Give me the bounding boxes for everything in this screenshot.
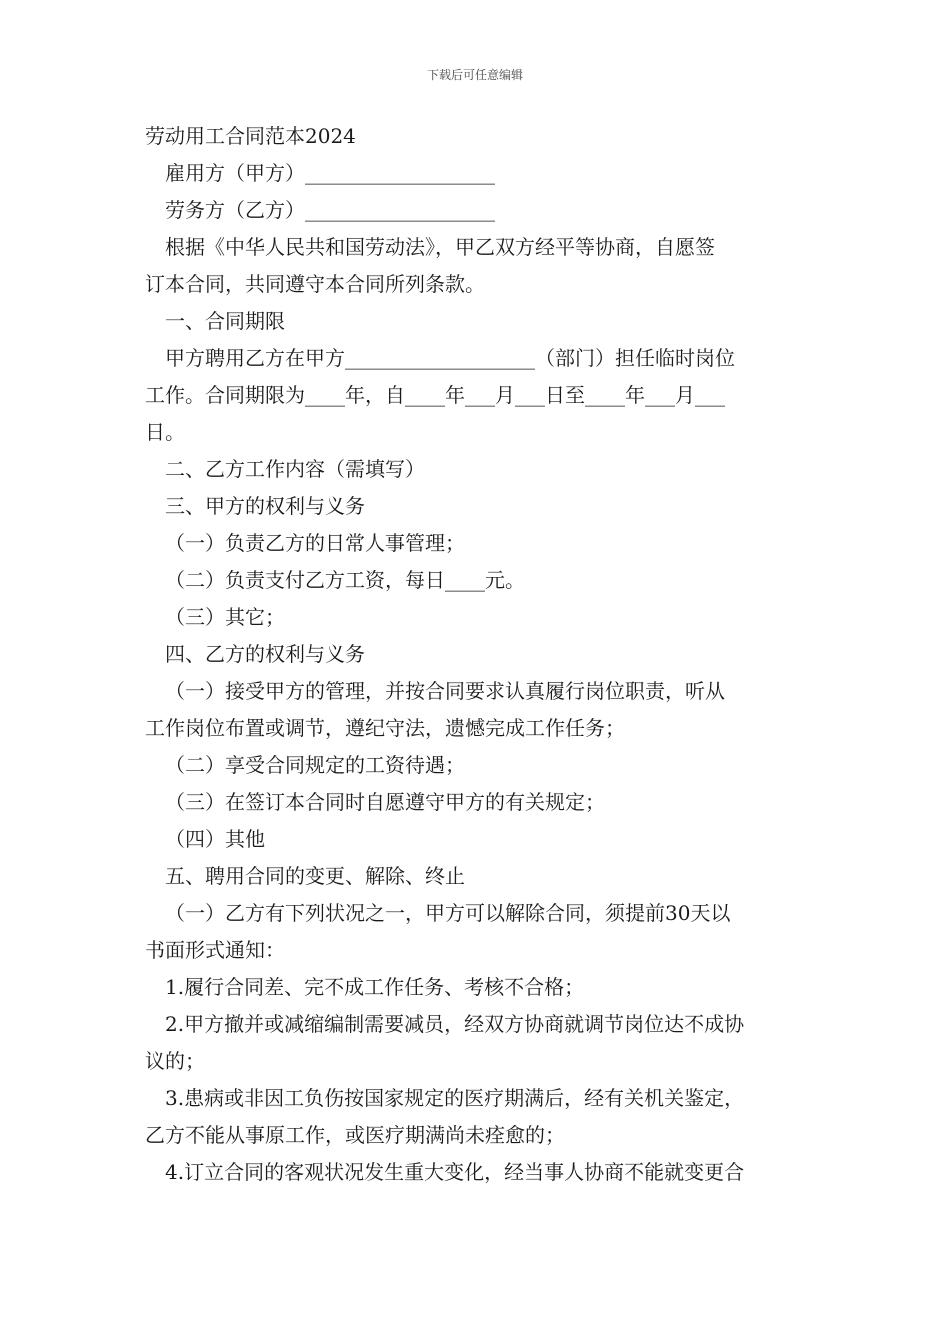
document-line: （三）其它； xyxy=(165,605,285,629)
document-line: （二）享受合同规定的工资待遇； xyxy=(165,753,465,777)
document-line: 二、乙方工作内容（需填写） xyxy=(165,457,425,481)
document-line: 订本合同，共同遵守本合同所列条款。 xyxy=(145,272,485,296)
document-line: 三、甲方的权利与义务 xyxy=(165,494,365,518)
document-line: （四）其他 xyxy=(165,827,265,851)
document-line: 2.甲方撤并或减缩编制需要减员，经双方协商就调节岗位达不成协 xyxy=(165,1012,745,1036)
document-line: （一）接受甲方的管理，并按合同要求认真履行岗位职责，听从 xyxy=(165,679,725,703)
document-line: 一、合同期限 xyxy=(165,309,285,333)
document-line: 劳动用工合同范本2024 xyxy=(145,124,356,148)
document-line: 3.患病或非因工负伤按国家规定的医疗期满后，经有关机关鉴定， xyxy=(165,1086,745,1110)
document-line: 书面形式通知： xyxy=(145,938,285,962)
document-line: （三）在签订本合同时自愿遵守甲方的有关规定； xyxy=(165,790,605,814)
document-line: （二）负责支付乙方工资，每日____元。 xyxy=(165,568,525,592)
document-line: 雇用方（甲方）___________________ xyxy=(165,161,495,185)
document-line: 1.履行合同差、完不成工作任务、考核不合格； xyxy=(165,975,585,999)
document-line: （一）负责乙方的日常人事管理； xyxy=(165,531,465,555)
document-line: 五、聘用合同的变更、解除、终止 xyxy=(165,864,465,888)
page-header: 下载后可任意编辑 xyxy=(426,68,523,82)
document-line: 根据《中华人民共和国劳动法》，甲乙双方经平等协商，自愿签 xyxy=(165,235,715,259)
document-line: 四、乙方的权利与义务 xyxy=(165,642,365,666)
document-line: 乙方不能从事原工作，或医疗期满尚未痊愈的； xyxy=(145,1123,565,1147)
document-line: 4.订立合同的客观状况发生重大变化，经当事人协商不能就变更合 xyxy=(165,1160,745,1184)
document-line: 劳务方（乙方）___________________ xyxy=(165,198,495,222)
document-line: 日。 xyxy=(145,420,185,444)
document-line: 工作岗位布置或调节，遵纪守法，遗憾完成工作任务； xyxy=(145,716,625,740)
document-line: 工作。合同期限为____年，自____年___月___日至____年___月___ xyxy=(145,383,725,407)
document-body xyxy=(145,118,810,1191)
document-line: 甲方聘用乙方在甲方___________________（部门）担任临时岗位 xyxy=(165,346,735,370)
document-line: （一）乙方有下列状况之一，甲方可以解除合同，须提前30天以 xyxy=(165,901,731,925)
document-line: 议的； xyxy=(145,1049,205,1073)
